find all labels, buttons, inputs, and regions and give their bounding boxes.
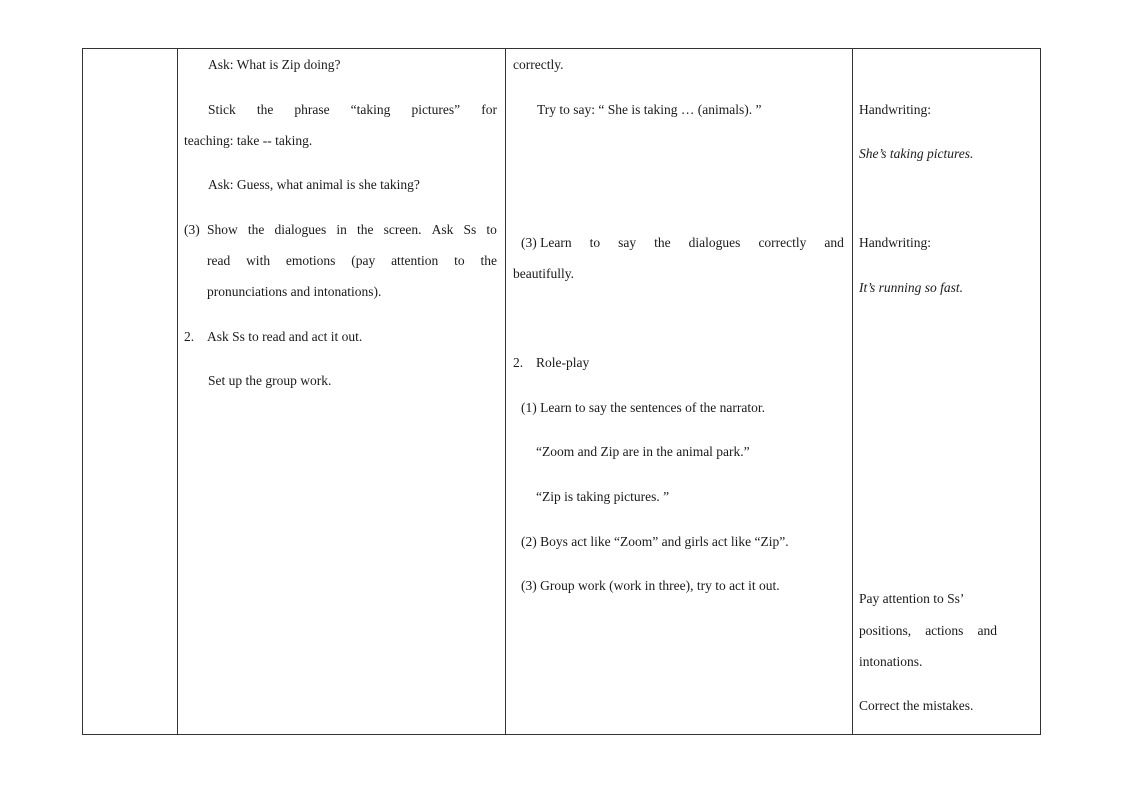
word: Ss: [463, 222, 477, 237]
word: the: [256, 102, 274, 117]
word: emotions: [285, 253, 336, 268]
word: pictures”: [411, 102, 461, 117]
word: say: [618, 235, 637, 250]
item-2-number: 2.: [184, 329, 195, 344]
group-work-line: (3) Group work (work in three), try to act it out.: [521, 578, 780, 593]
guess-animal-line: Ask: Guess, what animal is she taking?: [208, 177, 420, 192]
word: the: [247, 222, 265, 237]
word: to: [589, 235, 601, 250]
beautifully-line: beautifully.: [513, 266, 574, 281]
pay-attention-line: Pay attention to Ss’: [859, 591, 965, 606]
boys-girls-line: (2) Boys act like “Zoom” and girls act like “Zip”.: [521, 534, 789, 549]
teaching-line: teaching: take -- taking.: [184, 133, 313, 148]
read-act-out-line: Ask Ss to read and act it out.: [207, 329, 363, 344]
zip-taking-quote: “Zip is taking pictures. ”: [536, 489, 670, 504]
handwriting-text-2: It’s running so fast.: [859, 280, 964, 295]
word: (3) Learn: [521, 235, 572, 250]
word: the: [480, 253, 497, 268]
word: the: [654, 235, 671, 250]
handwriting-text-1: She’s taking pictures.: [859, 146, 974, 161]
word: correctly: [758, 235, 807, 250]
zoom-zip-quote: “Zoom and Zip are in the animal park.”: [536, 444, 750, 459]
handwriting-label-1: Handwriting:: [859, 102, 931, 117]
group-work-setup: Set up the group work.: [208, 373, 332, 388]
column-divider-1: [177, 48, 178, 735]
table-left-border: [82, 48, 83, 735]
word: Show: [207, 222, 238, 237]
stick-phrase-line: [208, 102, 497, 118]
try-to-say-line: Try to say: “ She is taking … (animals). ”: [537, 102, 762, 117]
pronunciations-line: pronunciations and intonations).: [207, 284, 382, 299]
table-top-border: [82, 48, 1041, 49]
word: positions,: [859, 623, 912, 638]
ask-zip-doing: Ask: What is Zip doing?: [208, 57, 341, 72]
column-divider-2: [505, 48, 506, 735]
word: Stick: [208, 102, 236, 117]
word: attention: [391, 253, 439, 268]
word: in: [336, 222, 347, 237]
word: dialogues: [274, 222, 327, 237]
show-dialogues-line: [207, 222, 497, 238]
learn-dialogues-line: [521, 235, 844, 251]
roleplay-number: 2.: [513, 355, 524, 370]
step-3-number: (3): [184, 222, 200, 237]
intonations-line: intonations.: [859, 654, 923, 669]
table-right-border: [1040, 48, 1041, 735]
word: (pay: [351, 253, 376, 268]
correctly-line: correctly.: [513, 57, 564, 72]
narrator-line: (1) Learn to say the sentences of the narrator.: [521, 400, 766, 415]
word: read: [207, 253, 231, 268]
word: and: [824, 235, 844, 250]
column-divider-3: [852, 48, 853, 735]
word: actions: [925, 623, 964, 638]
roleplay-heading: Role-play: [536, 355, 590, 370]
handwriting-label-2: Handwriting:: [859, 235, 931, 250]
word: dialogues: [688, 235, 741, 250]
table-bottom-border: [82, 734, 1041, 735]
word: the: [357, 222, 374, 237]
word: phrase: [294, 102, 330, 117]
word: to: [486, 222, 497, 237]
word: for: [481, 102, 497, 117]
word: Ask: [431, 222, 454, 237]
word: and: [977, 623, 997, 638]
word: to: [454, 253, 465, 268]
read-emotions-line: [207, 253, 497, 269]
correct-mistakes-line: Correct the mistakes.: [859, 698, 974, 713]
word: screen.: [383, 222, 422, 237]
word: “taking: [350, 102, 391, 117]
positions-line: [859, 623, 997, 639]
word: with: [246, 253, 271, 268]
